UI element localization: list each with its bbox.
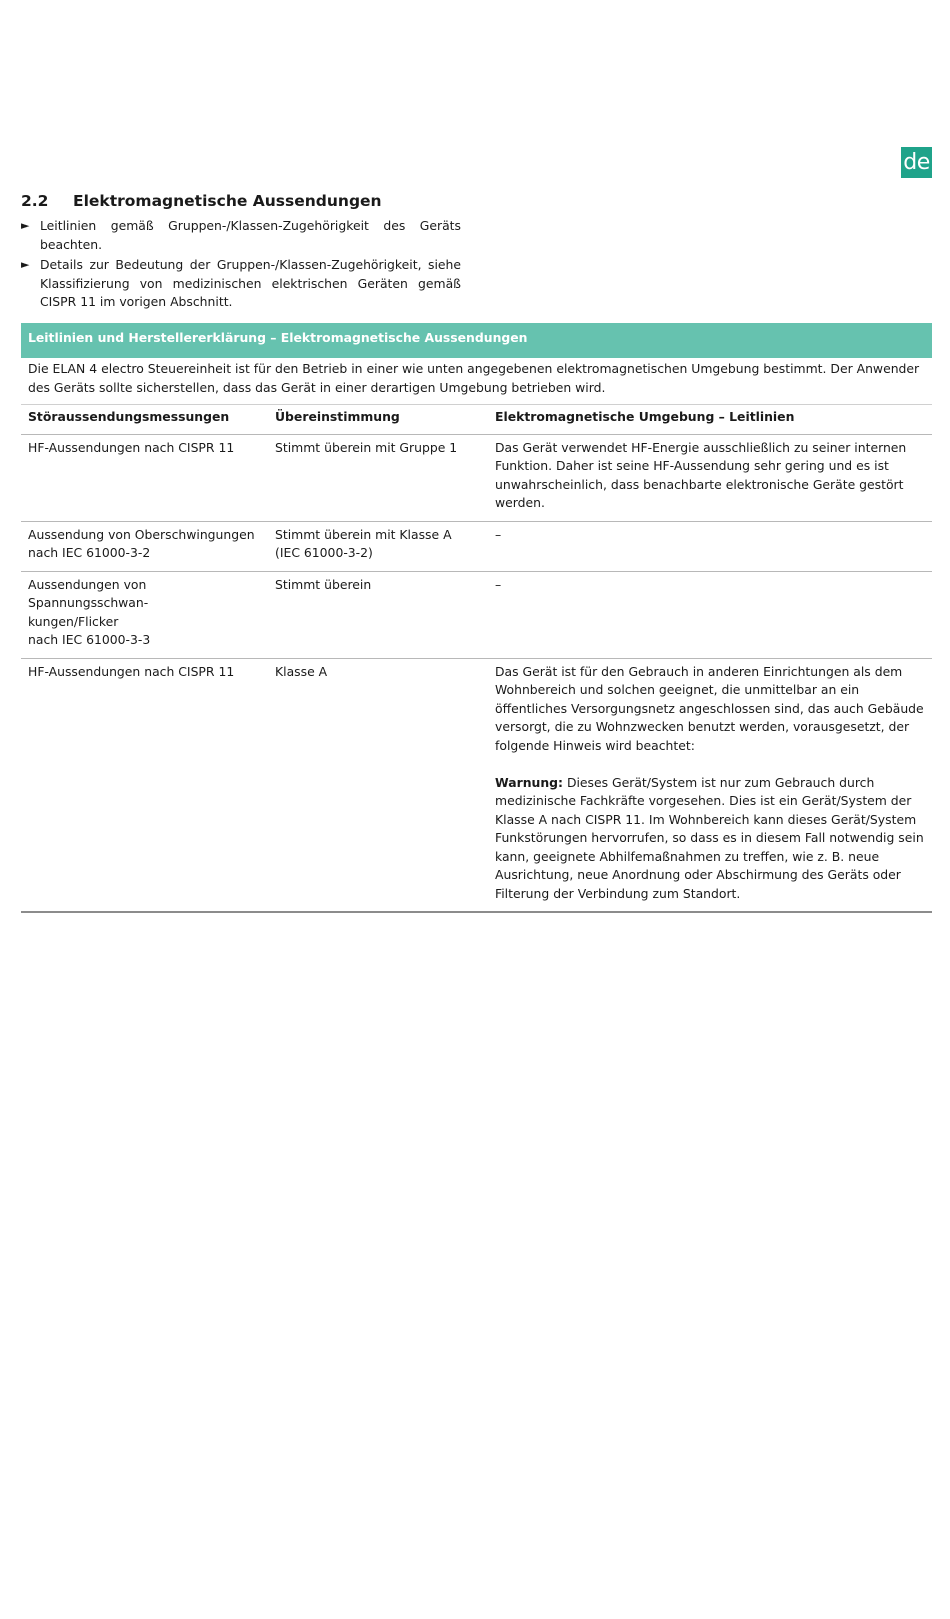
cell-text: Stimmt überein bbox=[275, 576, 372, 592]
cell-text: Aussendungen von Spannungsschwan- bbox=[28, 576, 149, 610]
measurement-cell bbox=[21, 571, 268, 658]
cell-text: Stimmt überein mit Gruppe 1 bbox=[275, 439, 458, 455]
cell-text: nach IEC 61000-3-2 bbox=[28, 545, 151, 560]
warning-label: Warnung: bbox=[495, 774, 563, 790]
cell-text: (IEC 61000-3-2) bbox=[275, 545, 373, 560]
instruction-item bbox=[21, 256, 461, 312]
instruction-text: Leitlinien gemäß Gruppen-/Klassen-Zugehörigkeit des Geräts beachten. bbox=[40, 218, 461, 252]
arrow-icon: ► bbox=[21, 258, 30, 271]
table-row bbox=[21, 571, 932, 658]
warning-paragraph bbox=[495, 774, 925, 904]
emissions-table bbox=[21, 404, 932, 913]
cell-text: nach IEC 61000-3-3 bbox=[28, 632, 151, 647]
cell-text: HF-Aussendungen nach CISPR 11 bbox=[28, 663, 235, 679]
conformity-cell bbox=[268, 434, 488, 521]
cell-text: Stimmt überein mit Klasse A bbox=[275, 526, 452, 542]
environment-cell: – bbox=[495, 526, 502, 542]
table-header-row bbox=[21, 405, 932, 435]
cell-text: Klasse A bbox=[275, 663, 328, 679]
measurement-cell bbox=[21, 521, 268, 571]
measurement-cell bbox=[21, 434, 268, 521]
environment-cell bbox=[488, 658, 932, 912]
header-measurement: Störaussendungsmessungen bbox=[28, 409, 230, 424]
table-row bbox=[21, 521, 932, 571]
paragraph-spacer bbox=[495, 755, 925, 774]
section-heading bbox=[21, 192, 382, 210]
instruction-item bbox=[21, 217, 461, 254]
table-row bbox=[21, 434, 932, 521]
header-environment: Elektromagnetische Umgebung – Leitlinien bbox=[495, 409, 795, 424]
environment-cell: – bbox=[495, 576, 502, 592]
section-number: 2.2 bbox=[21, 192, 49, 210]
warning-text: Dieses Gerät/System ist nur zum Gebrauch durch medizinische Fachkräfte vorgesehen. Dies ist ein Gerät/System der Klasse A nach CISPR 11. Im Wohnbereich kann dieses Gerät/System Funkstörungen hervorrufen, so dass es in diesem Fall notwendig sein kann, geeignete Abhilfemaßnahmen zu treffen, wie z. B. neue Ausrichtung, neue Anordnung oder Abschirmung des Geräts oder Filterung der Verbindung zum Standort. bbox=[495, 774, 924, 901]
arrow-icon: ► bbox=[21, 219, 30, 232]
section-title: Elektromagnetische Aussendungen bbox=[73, 192, 382, 210]
environment-text: Das Gerät ist für den Gebrauch in anderen Einrichtungen als dem Wohnbereich und solchen geeignet, die unmittelbar an ein öffentliches Versorgungsnetz angeschlossen sind, das auch Gebäude versorgt, die zu Wohnzwecken benutzt werden, vorausgesetzt, der folgende Hinweis wird beachtet: bbox=[495, 663, 924, 753]
conformity-cell bbox=[268, 521, 488, 571]
conformity-cell bbox=[268, 658, 488, 912]
table-title-banner: Leitlinien und Herstellererklärung – Elektromagnetische Aussendungen bbox=[21, 323, 932, 358]
instruction-list bbox=[21, 217, 461, 314]
environment-cell: Das Gerät verwendet HF-Energie ausschließlich zu seiner internen Funktion. Daher ist seine HF-Aussendung sehr gering und es ist unwahrscheinlich, dass benachbarte elektronische Geräte gestört werden. bbox=[495, 439, 907, 510]
table-row bbox=[21, 658, 932, 912]
conformity-cell bbox=[268, 571, 488, 658]
measurement-cell bbox=[21, 658, 268, 912]
cell-text: kungen/Flicker bbox=[28, 613, 119, 629]
table-intro-text: Die ELAN 4 electro Steuereinheit ist für den Betrieb in einer wie unten angegebenen elektromagnetischen Umgebung bestimmt. Der Anwender des Geräts sollte sicherstellen, dass das Gerät in einer derartigen Umgebung betrieben wird. bbox=[28, 361, 920, 395]
cell-text: Aussendung von Oberschwingungen bbox=[28, 526, 255, 542]
header-conformity: Übereinstimmung bbox=[275, 409, 400, 424]
language-badge: de bbox=[901, 147, 932, 178]
cell-text: HF-Aussendungen nach CISPR 11 bbox=[28, 439, 235, 455]
instruction-text: Details zur Bedeutung der Gruppen-/Klassen-Zugehörigkeit, siehe Klassifizierung von medizinischen elektrischen Geräten gemäß CISPR 11 im vorigen Abschnitt. bbox=[40, 257, 461, 309]
